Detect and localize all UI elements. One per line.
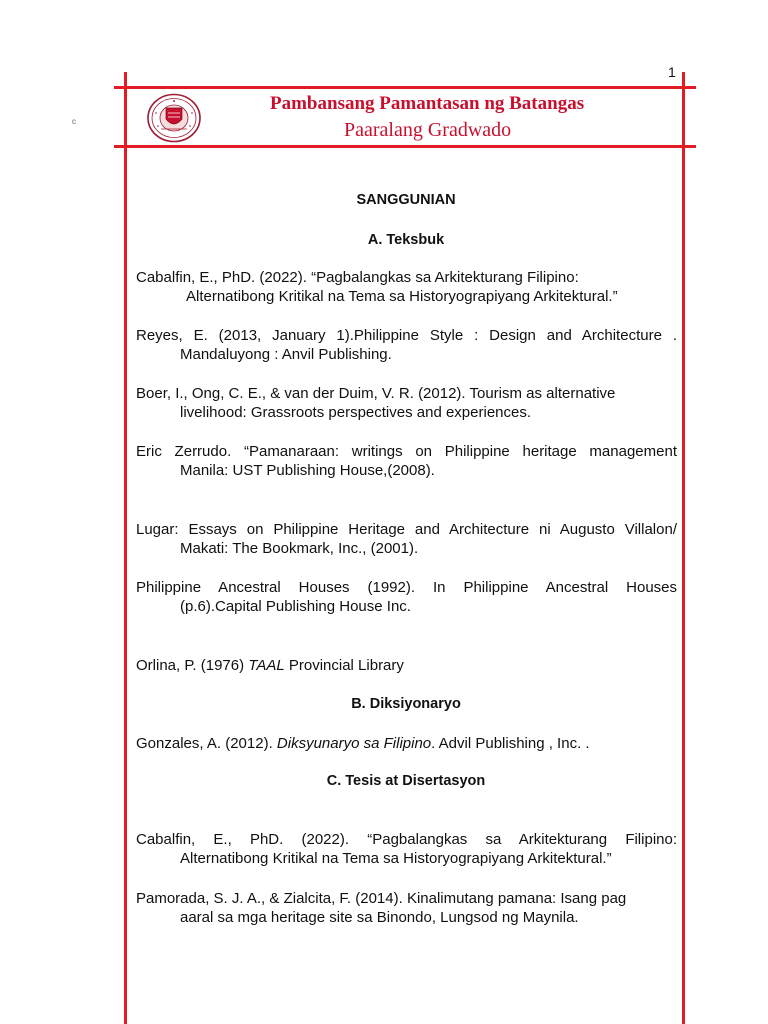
section-c-heading: C. Tesis at Disertasyon: [326, 773, 486, 789]
reference-text: Orlina, P. (1976): [136, 657, 249, 674]
reference-entry: [136, 734, 677, 753]
reference-entry: [136, 656, 677, 675]
reference-line: (p.6).Capital Publishing House Inc.: [180, 598, 411, 615]
reference-entry: [136, 384, 677, 422]
reference-line: Reyes, E. (2013, January 1).Philippine Style : Design and Architecture .: [136, 327, 677, 344]
stray-mark: c: [72, 117, 76, 126]
reference-entry: [136, 578, 677, 616]
reference-line: Mandaluyong : Anvil Publishing.: [180, 346, 392, 363]
reference-line: Pamorada, S. J. A., & Zialcita, F. (2014). Kinalimutang pamana: Isang pag: [136, 890, 627, 907]
reference-line: livelihood: Grassroots perspectives and experiences.: [180, 404, 532, 421]
reference-line: Lugar: Essays on Philippine Heritage and Architecture ni Augusto Villalon/: [136, 521, 677, 538]
reference-entry: [136, 520, 677, 558]
reference-line: aaral sa mga heritage site sa Binondo, Lungsod ng Maynila.: [180, 909, 579, 926]
frame-right-rule: [682, 72, 685, 1024]
reference-text: Provincial Library: [284, 657, 404, 674]
university-seal-icon: [146, 93, 202, 143]
reference-entry: [136, 268, 677, 306]
reference-entry: [136, 889, 677, 927]
reference-title-italic: TAAL: [248, 657, 285, 674]
reference-line: Manila: UST Publishing House,(2008).: [180, 462, 435, 479]
reference-line: Alternatibong Kritikal na Tema sa Historyograpiyang Arkitektural.”: [180, 850, 612, 867]
reference-line: Eric Zerrudo. “Pamanaraan: writings on Philippine heritage management: [136, 443, 677, 460]
reference-entry: [136, 830, 677, 868]
reference-title-italic: Diksyunaryo sa Filipino: [276, 735, 432, 752]
reference-line: Alternatibong Kritikal na Tema sa Historyograpiyang Arkitektural.”: [186, 288, 618, 305]
reference-entry: [136, 442, 677, 480]
reference-text: Gonzales, A. (2012).: [136, 735, 277, 752]
reference-entry: [136, 326, 677, 364]
reference-line: Philippine Ancestral Houses (1992). In Philippine Ancestral Houses: [136, 579, 677, 596]
section-a-heading: A. Teksbuk: [367, 232, 445, 248]
section-b-heading: B. Diksiyonaryo: [351, 696, 461, 712]
reference-line: Cabalfin, E., PhD. (2022). “Pagbalangkas sa Arkitekturang Filipino:: [136, 269, 579, 286]
reference-text: . Advil Publishing , Inc. .: [431, 735, 590, 752]
frame-left-rule: [124, 72, 127, 1024]
page-number: 1: [668, 64, 676, 80]
university-name: Pambansang Pamantasan ng Batangas: [270, 93, 585, 114]
reference-line: Makati: The Bookmark, Inc., (2001).: [180, 540, 419, 557]
frame-top-rule: [114, 86, 696, 89]
school-name: Paaralang Gradwado: [344, 119, 512, 141]
main-heading: SANGGUNIAN: [356, 192, 456, 208]
reference-line: Boer, I., Ong, C. E., & van der Duim, V. R. (2012). Tourism as alternative: [136, 385, 616, 402]
reference-line: Cabalfin, E., PhD. (2022). “Pagbalangkas sa Arkitekturang Filipino:: [136, 831, 677, 848]
frame-header-rule: [114, 145, 696, 148]
